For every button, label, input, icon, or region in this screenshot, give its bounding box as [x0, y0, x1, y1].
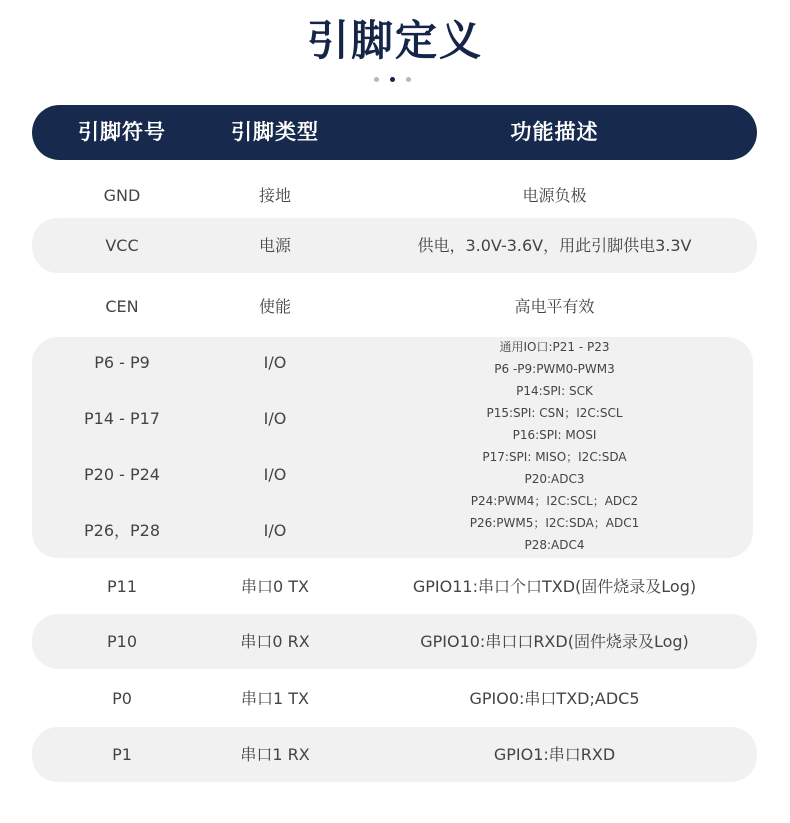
- table-row: [32, 614, 757, 669]
- pin-symbol: P20 - P24: [84, 465, 160, 484]
- pin-description: GPIO0:串口TXD;ADC5: [469, 689, 640, 708]
- table-row: [32, 727, 757, 782]
- header-pin-symbol: 引脚符号: [78, 120, 166, 144]
- carousel-indicator[interactable]: [372, 77, 418, 83]
- pin-symbol: P11: [106, 577, 137, 596]
- desc-line: 通用IO口:P21 - P23: [499, 340, 610, 354]
- header-function-description: 功能描述: [510, 120, 599, 144]
- pin-symbol: VCC: [105, 236, 139, 255]
- pin-description: GPIO10:串口口RXD(固件烧录及Log): [420, 632, 689, 651]
- pin-type: I/O: [263, 353, 287, 372]
- desc-line: P26:PWM5；I2C:SDA；ADC1: [469, 516, 640, 530]
- pin-type: 串口0 TX: [240, 577, 309, 596]
- pin-type: 使能: [258, 297, 291, 316]
- table-header: [32, 105, 757, 160]
- io-pin-group: [32, 337, 753, 558]
- pin-symbol: P26，P28: [83, 521, 161, 540]
- table-row: [32, 218, 757, 273]
- pin-description: 供电，3.0V-3.6V，用此引脚供电3.3V: [417, 236, 692, 255]
- table-row: [32, 279, 757, 334]
- table-row: [32, 168, 757, 223]
- desc-line: P17:SPI: MISO；I2C:SDA: [482, 450, 627, 464]
- pin-type: 串口1 TX: [240, 689, 309, 708]
- pin-symbol: P1: [112, 745, 132, 764]
- pin-symbol: P14 - P17: [84, 409, 160, 428]
- desc-line: P6 -P9:PWM0-PWM3: [494, 362, 615, 376]
- pin-type: I/O: [263, 409, 287, 428]
- pin-symbol: CEN: [105, 297, 139, 316]
- pin-type: I/O: [263, 465, 287, 484]
- desc-line: P15:SPI: CSN；I2C:SCL: [486, 406, 623, 420]
- table-row: [32, 559, 757, 614]
- pin-symbol: GND: [103, 186, 141, 205]
- pin-symbol: P10: [106, 632, 137, 651]
- pin-type: 串口0 RX: [240, 632, 310, 651]
- carousel-dot[interactable]: [374, 77, 379, 82]
- desc-line: P28:ADC4: [524, 538, 585, 552]
- pin-symbol: P6 - P9: [94, 353, 150, 372]
- pin-description: GPIO11:串口个口TXD(固件烧录及Log): [412, 577, 697, 596]
- desc-line: P16:SPI: MOSI: [512, 428, 597, 442]
- desc-line: P14:SPI: SCK: [516, 384, 593, 398]
- pin-type: 串口1 RX: [240, 745, 310, 764]
- pin-type: I/O: [263, 521, 287, 540]
- pin-symbol: P0: [112, 689, 132, 708]
- page-title: 引脚定义: [306, 16, 483, 65]
- header-pin-type: 引脚类型: [231, 120, 319, 144]
- carousel-dot[interactable]: [406, 77, 411, 82]
- pin-type: 接地: [258, 186, 291, 205]
- table-row: [32, 671, 757, 726]
- pin-type: 电源: [258, 236, 291, 255]
- pin-description: 高电平有效: [514, 297, 595, 316]
- pin-description: 电源负极: [522, 186, 587, 205]
- desc-line: P20:ADC3: [524, 472, 585, 486]
- desc-line: P24:PWM4；I2C:SCL；ADC2: [470, 494, 639, 508]
- pin-description: GPIO1:串口RXD: [493, 745, 616, 764]
- carousel-dot-active[interactable]: [390, 77, 395, 82]
